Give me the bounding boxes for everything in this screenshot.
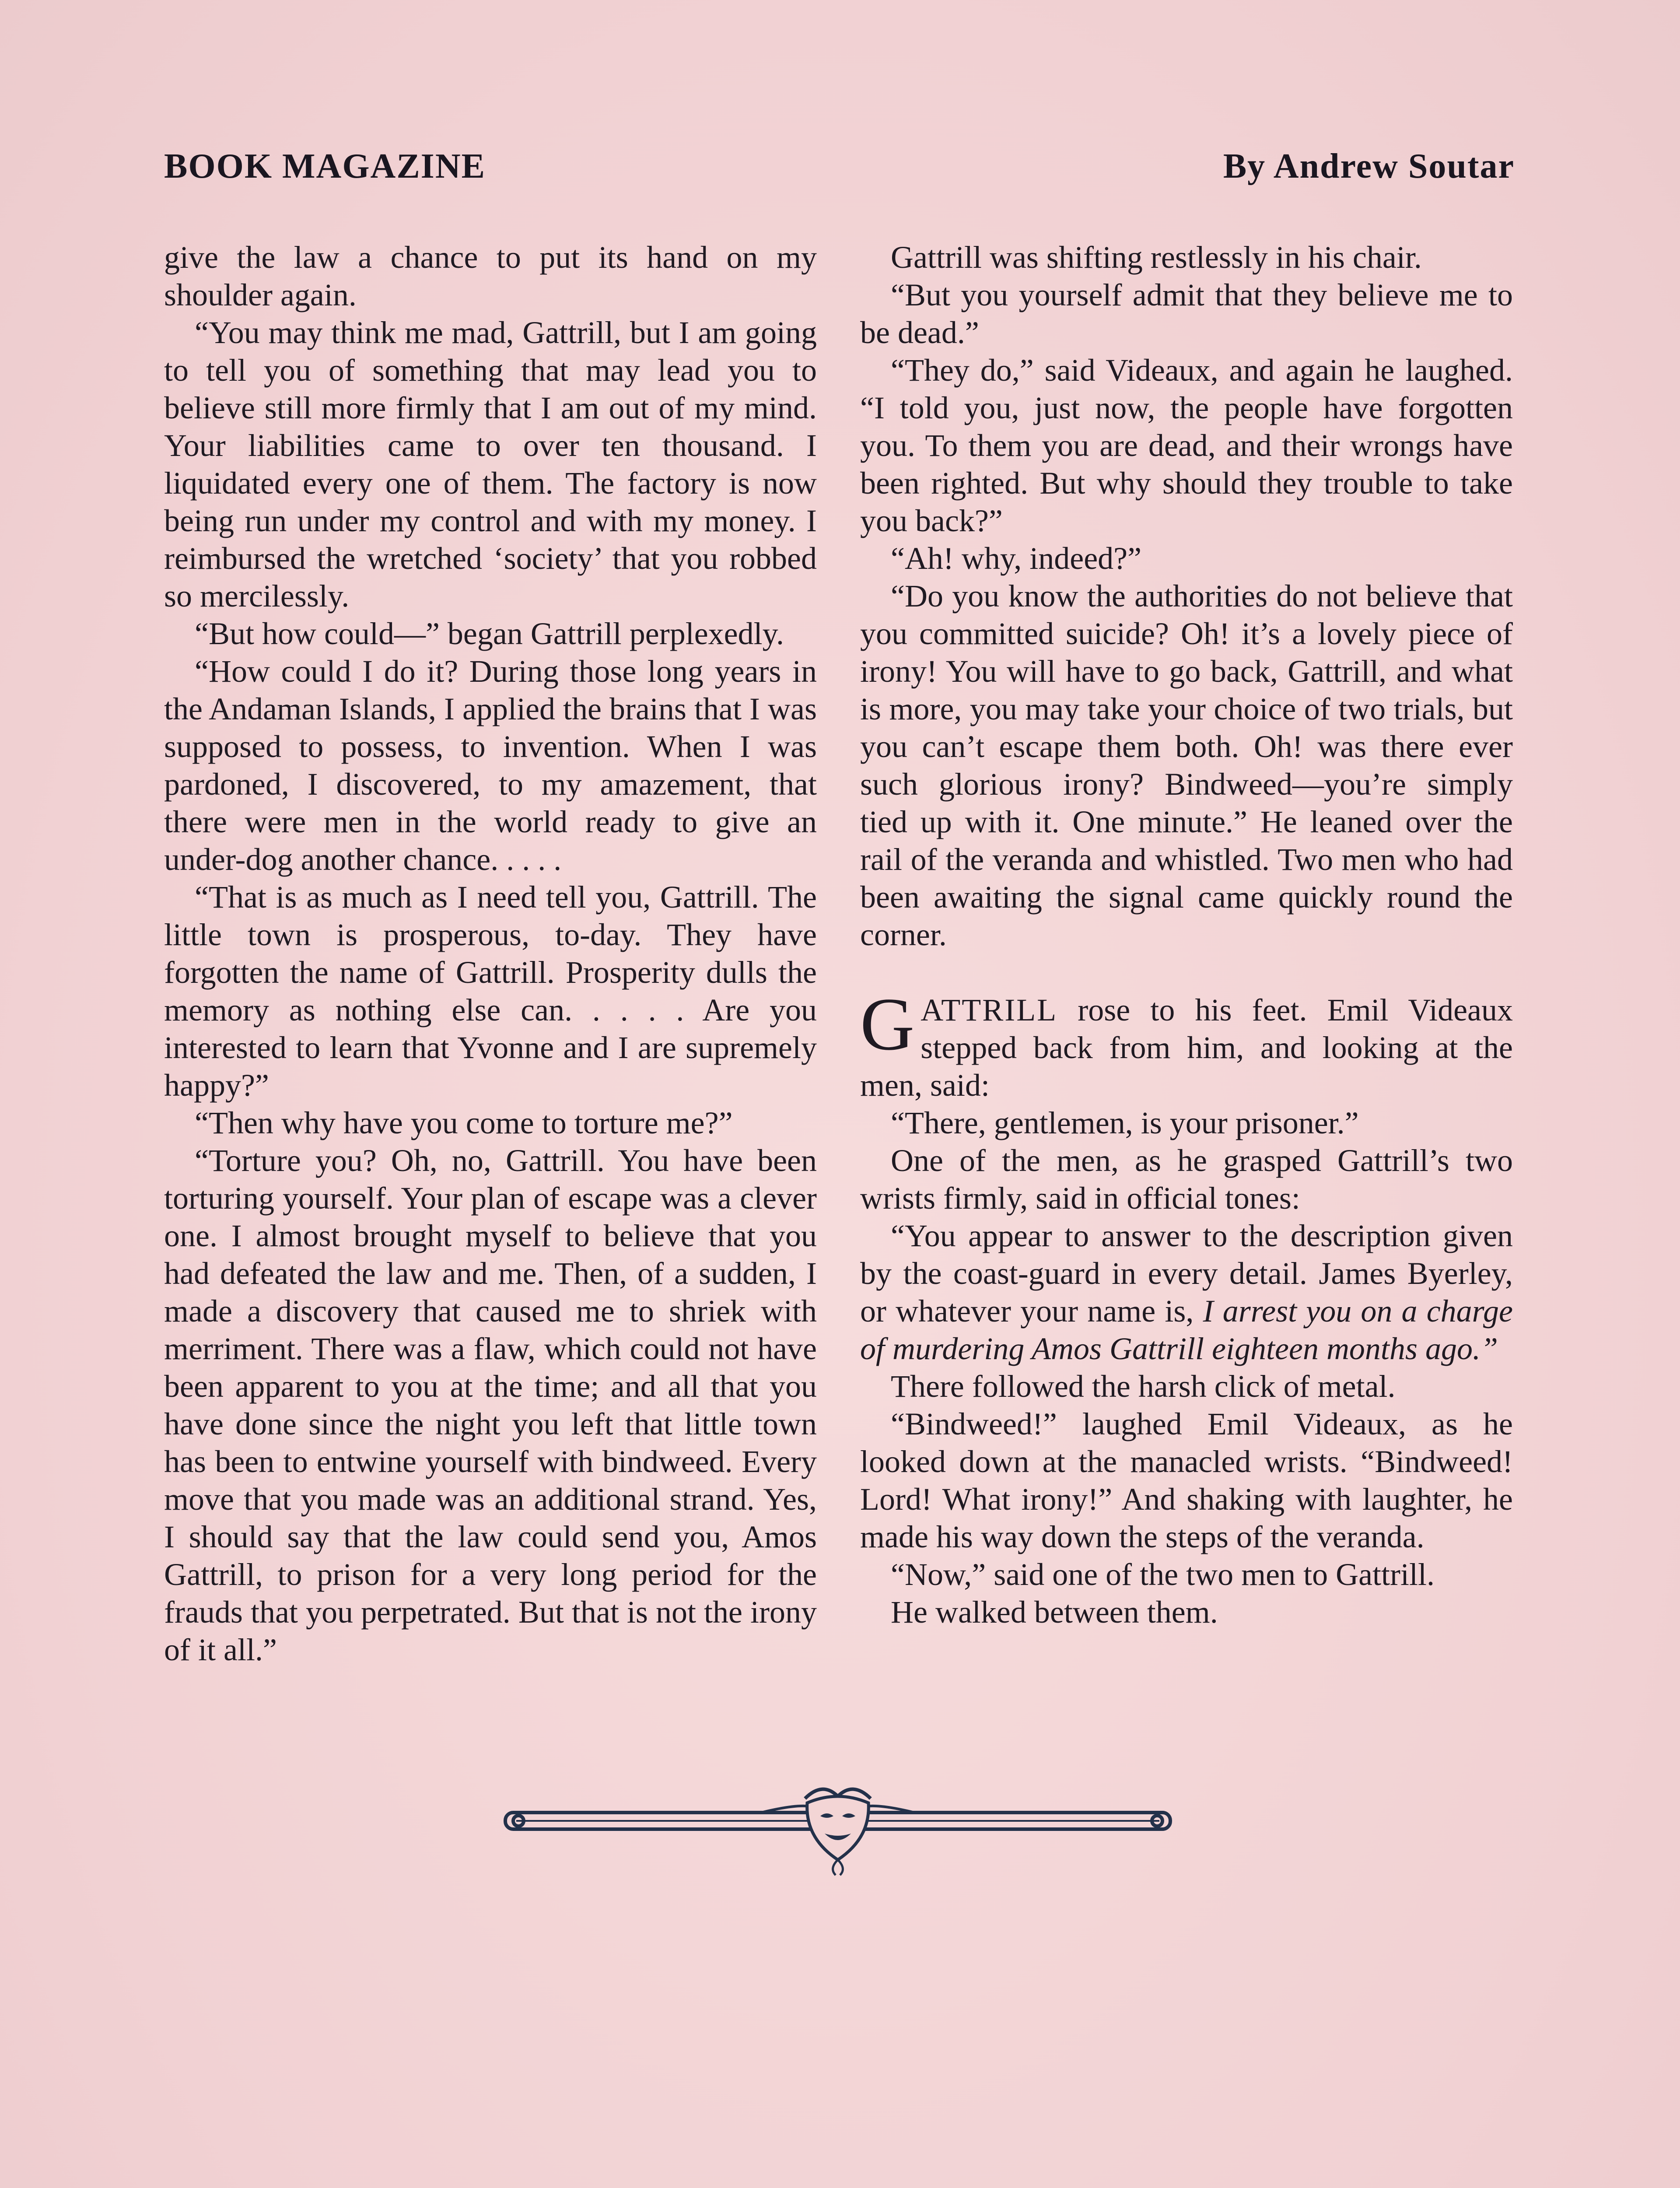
paragraph: “They do,” said Videaux, and again he laughed. “I told you, just now, the people have forgotten you. To them you are dead, and their wrongs have been righted. But why should they trouble to take you back?” [860, 353, 1513, 538]
section-break [860, 954, 1513, 991]
paragraph: “Now,” said one of the two men to Gattrill. [891, 1557, 1435, 1592]
theater-mask-ornament [499, 1772, 1177, 1877]
paragraph: “Then why have you come to torture me?” [195, 1105, 733, 1140]
paragraph: “How could I do it? During those long years in the Andaman Islands, I applied the brains that I was supposed to possess, to invention. When I was pardoned, I discovered, to my amazement, that there were men in the world ready to give an under-dog another chance. . . . . [164, 654, 817, 877]
paragraph: “You may think me mad, Gattrill, but I am going to tell you of something that may lead you to believe still more firmly that I am out of my mind. Your liabilities came to over ten thousand. I liquidated every one of them. The factory is now being run under my control and with my money. I reimbursed the wretched ‘society’ that you robbed so mercilessly. [164, 315, 817, 614]
drop-cap: G [860, 983, 915, 1066]
paragraph: “There, gentlemen, is your prisoner.” [891, 1105, 1359, 1140]
paragraph: “Bindweed!” laughed Emil Videaux, as he looked down at the manacled wrists. “Bindweed! Lord! What irony!” And shaking with laughter, he made his way down the steps of the veranda. [860, 1406, 1513, 1554]
paragraph: There followed the harsh click of metal. [891, 1369, 1396, 1404]
paragraph: “But you yourself admit that they believe me to be dead.” [860, 277, 1513, 350]
right-column [860, 238, 1513, 1631]
running-head-right: By Andrew Soutar [1223, 147, 1515, 186]
paragraph: give the law a chance to put its hand on my shoulder again. [164, 240, 817, 312]
paragraph: “Torture you? Oh, no, Gattrill. You have been torturing yourself. Your plan of escape was a clever one. I almost brought myself to believe that you had defeated the law and me. Then, of a sudden, I made a discovery that caused me to shriek with merriment. There was a flaw, which could not have been apparent to you at the time; and all that you have done since the night you left that little town has been to entwine yourself with bindweed. Every move that you made was an additional strand. Yes, I should say that the law could send you, Amos Gattrill, to prison for a very long period for the frauds that you perpetrated. But that is not the irony of it all.” [164, 1143, 817, 1667]
paragraph: “That is as much as I need tell you, Gattrill. The little town is prosperous, to-day. They have forgotten the name of Gattrill. Prosperity dulls the memory as nothing else can. . . . . Are you interested to learn that Yvonne and I are supremely happy?” [164, 880, 817, 1103]
small-caps-word: ATTRILL [920, 992, 1058, 1027]
paragraph: “But how could—” began Gattrill perplexedly. [195, 616, 784, 651]
section-opening-paragraph [860, 983, 1513, 1104]
paragraph-text: rose to his feet. Emil Videaux stepped back from him, and looking at the men, said: [860, 992, 1513, 1103]
paragraph: “Ah! why, indeed?” [891, 541, 1142, 576]
italic-text: I arrest you on a charge of murdering Amos Gattrill eighteen months ago.” [860, 1294, 1513, 1366]
paragraph [860, 1217, 1513, 1368]
left-column [164, 238, 817, 1669]
paragraph: Gattrill was shifting restlessly in his chair. [891, 240, 1422, 275]
paragraph: One of the men, as he grasped Gattrill’s two wrists firmly, said in official tones: [860, 1143, 1513, 1216]
paragraph: “Do you know the authorities do not believe that you committed suicide? Oh! it’s a lovely piece of irony! You will have to go back, Gattrill, and what is more, you may take your choice of two trials, but you can’t escape them both. Oh! was there ever such glorious irony? Bindweed—you’re simply tied up with it. One minute.” He leaned over the rail of the veranda and whistled. Two men who had been awaiting the signal came quickly round the corner. [860, 579, 1513, 952]
paragraph: He walked between them. [891, 1595, 1218, 1630]
paragraph-text: “You appear to answer to the description given by the coast-guard in every detail. James Byerley, or whatever your name is, [860, 1218, 1513, 1329]
running-head-left: BOOK MAGAZINE [164, 147, 486, 186]
